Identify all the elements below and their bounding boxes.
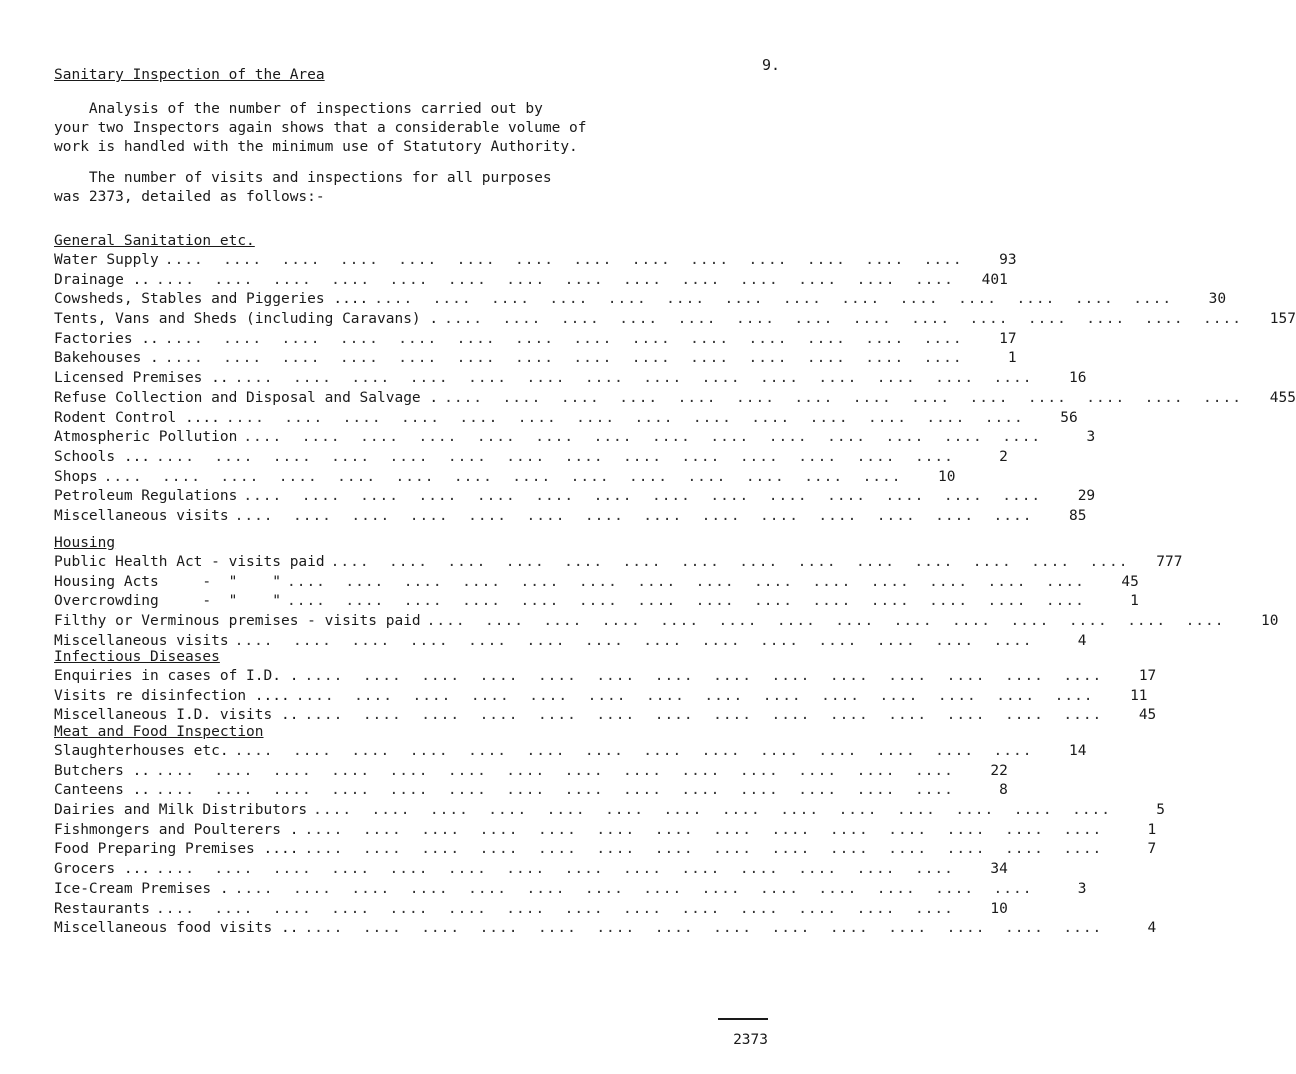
row-value: 2 [999, 448, 1008, 465]
row-value: 4 [1077, 632, 1087, 649]
row-label: Enquiries in cases of I.D. . [54, 668, 299, 684]
row-value: 5 [1156, 802, 1166, 819]
dot-leaders: .... .... .... .... .... .... .... .... .... .... .... .... .... .... [234, 370, 1033, 387]
dot-leaders: .... .... .... .... .... .... .... .... .... .... .... .... .... .... [156, 900, 954, 917]
row-label: Slaughterhouses etc. [54, 743, 229, 759]
table-row [54, 840, 1157, 860]
row-label: Tents, Vans and Sheds (including Caravans) . [54, 311, 439, 328]
row-value: 4 [1147, 920, 1157, 937]
table-row [54, 762, 1008, 782]
rows-list [54, 251, 1296, 527]
dot-leaders: .... .... .... .... .... .... .... .... .... .... .... .... .... .... [164, 252, 963, 268]
table-row [54, 667, 1157, 687]
row-value: 10 [990, 900, 1008, 917]
row-value: 29 [1077, 488, 1096, 505]
dot-leaders: .... .... .... .... .... .... .... .... .... .... .... .... .... .... [164, 330, 963, 347]
table-row [54, 592, 1139, 612]
dot-leaders: .... .... .... .... .... .... .... .... .... .... .... .... .... .... [156, 762, 954, 779]
table-row [54, 428, 1096, 448]
table-row [54, 251, 1017, 271]
section-housing [54, 534, 1279, 651]
row-value: 30 [1208, 291, 1227, 308]
row-label: Overcrowding - " " [54, 593, 281, 610]
table-row [54, 880, 1087, 900]
row-label: Licensed Premises .. [54, 370, 229, 387]
section-heading: Housing [54, 535, 116, 551]
row-label: Miscellaneous visits [54, 507, 229, 524]
dot-leaders: .... .... .... .... .... .... .... .... .... .... .... .... .... .... [444, 389, 1242, 406]
row-value: 3 [1077, 880, 1087, 897]
table-row [54, 271, 1008, 291]
row-value: 455 [1269, 389, 1296, 406]
table-row [54, 612, 1279, 632]
row-label: Fishmongers and Poulterers . [54, 821, 299, 838]
dot-leaders: .... .... .... .... .... .... .... .... .... .... .... .... .... .... [234, 743, 1033, 759]
row-value: 17 [999, 330, 1017, 347]
row-value: 3 [1086, 429, 1096, 446]
dot-leaders: .... .... .... .... .... .... .... .... .... .... .... .... .... .... [444, 311, 1242, 328]
row-label: Miscellaneous visits [54, 632, 229, 649]
dot-leaders: .... .... .... .... .... .... .... .... .... .... .... .... .... .... [304, 821, 1103, 838]
dot-leaders: .... .... .... .... .... .... .... .... .... .... .... .... .... .... [156, 271, 954, 288]
table-row [54, 553, 1183, 573]
grand-total: 2373 [733, 1032, 768, 1048]
dot-leaders: .... .... .... .... .... .... .... .... .... .... .... .... .... .... [304, 920, 1103, 937]
row-value: 45 [1121, 573, 1139, 590]
row-value: 777 [1156, 554, 1183, 570]
page-title: Sanitary Inspection of the Area [54, 67, 325, 83]
table-row [54, 409, 1078, 429]
dot-leaders: .... .... .... .... .... .... .... .... .... .... .... .... .... .... [243, 488, 1042, 505]
row-label: Grocers ... [54, 861, 151, 878]
row-label: Schools ... [54, 448, 151, 465]
row-value: 1 [1007, 350, 1017, 367]
row-label: Dairies and Milk Distributors [54, 802, 308, 819]
row-value: 8 [999, 782, 1008, 799]
row-label: Bakehouses . [54, 350, 159, 367]
row-label: Butchers .. [54, 762, 151, 779]
dot-leaders: .... .... .... .... .... .... .... .... .... .... .... .... .... .... [313, 802, 1112, 819]
dot-leaders: .... .... .... .... .... .... .... .... .... .... .... .... .... .... [156, 448, 954, 465]
table-row [54, 687, 1148, 707]
rows-list [54, 667, 1157, 726]
row-label: Rodent Control .... [54, 409, 220, 426]
table-row [54, 573, 1139, 593]
row-label: Drainage .. [54, 271, 151, 288]
dot-leaders: .... .... .... .... .... .... .... .... .... .... .... .... .... .... [156, 782, 954, 799]
dot-leaders: .... .... .... .... .... .... .... .... .... .... .... .... .... .... [286, 573, 1085, 590]
row-label: Ice-Cream Premises . [54, 880, 229, 897]
table-row [54, 389, 1296, 409]
table-row [54, 487, 1096, 507]
table-row [54, 349, 1017, 369]
dot-leaders: .... .... .... .... .... .... .... .... .... .... .... .... .... .... [234, 632, 1033, 649]
row-value: 157 [1269, 311, 1296, 328]
dot-leaders: .... .... .... .... .... .... .... .... .... .... .... .... .... .... [225, 409, 1024, 426]
row-value: 17 [1138, 668, 1157, 684]
table-row [54, 742, 1087, 762]
rows-list [54, 742, 1166, 939]
row-label: Miscellaneous food visits .. [54, 920, 299, 937]
table-row [54, 821, 1157, 841]
table-row [54, 468, 956, 488]
row-value: 10 [938, 468, 956, 485]
row-label: Restaurants [54, 900, 151, 917]
row-value: 1 [1130, 593, 1139, 610]
dot-leaders: .... .... .... .... .... .... .... .... .... .... .... .... .... .... [330, 554, 1129, 570]
row-value: 45 [1138, 707, 1157, 724]
row-label: Cowsheds, Stables and Piggeries .... [54, 291, 369, 308]
table-row [54, 369, 1087, 389]
section-heading: Meat and Food Inspection [54, 724, 264, 740]
dot-leaders: .... .... .... .... .... .... .... .... .... .... .... .... .... .... [164, 350, 963, 367]
row-value: 56 [1060, 409, 1078, 426]
dot-leaders: .... .... .... .... .... .... .... .... .... .... .... .... .... .... [103, 468, 902, 485]
dot-leaders: .... .... .... .... .... .... .... .... .... .... .... .... .... .... [286, 593, 1085, 610]
dot-leaders: .... .... .... .... .... .... .... .... .... .... .... .... .... .... [426, 613, 1225, 630]
row-label: Petroleum Regulations [54, 488, 238, 505]
row-value: 11 [1130, 687, 1148, 704]
section-infectious-diseases [54, 648, 1157, 726]
total-rule [718, 1018, 768, 1020]
table-row [54, 801, 1166, 821]
dot-leaders: .... .... .... .... .... .... .... .... .... .... .... .... .... .... [304, 707, 1103, 724]
row-label: Refuse Collection and Disposal and Salvage . [54, 389, 439, 406]
row-label: Shops [54, 468, 98, 485]
dot-leaders: .... .... .... .... .... .... .... .... .... .... .... .... .... .... [156, 861, 954, 878]
dot-leaders: .... .... .... .... .... .... .... .... .... .... .... .... .... .... [234, 880, 1033, 897]
section-meat-food-inspection [54, 723, 1166, 939]
dot-leaders: .... .... .... .... .... .... .... .... .... .... .... .... .... .... [374, 291, 1173, 308]
section-general-sanitation [54, 232, 1296, 527]
row-value: 1 [1147, 821, 1157, 838]
row-label: Factories .. [54, 330, 159, 347]
row-label: Water Supply [54, 252, 159, 268]
table-row [54, 310, 1296, 330]
dot-leaders: .... .... .... .... .... .... .... .... .... .... .... .... .... .... [234, 507, 1033, 524]
row-value: 401 [981, 271, 1008, 288]
table-row [54, 448, 1008, 468]
section-heading: General Sanitation etc. [54, 233, 255, 249]
dot-leaders: .... .... .... .... .... .... .... .... .... .... .... .... .... .... [304, 668, 1103, 684]
row-value: 34 [990, 861, 1008, 878]
rows-list [54, 553, 1279, 651]
row-value: 7 [1147, 841, 1157, 858]
dot-leaders: .... .... .... .... .... .... .... .... .... .... .... .... .... .... [304, 841, 1103, 858]
dot-leaders: .... .... .... .... .... .... .... .... .... .... .... .... .... .... [243, 429, 1042, 446]
table-row [54, 290, 1227, 310]
row-value: 93 [999, 252, 1017, 268]
table-row [54, 919, 1157, 939]
table-row [54, 330, 1017, 350]
row-label: Food Preparing Premises .... [54, 841, 299, 858]
row-label: Housing Acts - " " [54, 573, 281, 590]
row-label: Visits re disinfection .... [54, 687, 290, 704]
row-label: Public Health Act - visits paid [54, 554, 325, 570]
row-label: Miscellaneous I.D. visits .. [54, 707, 299, 724]
table-row [54, 900, 1008, 920]
row-label: Filthy or Verminous premises - visits paid [54, 613, 421, 630]
intro-paragraph: Analysis of the number of inspections carried out by your two Inspectors again shows that a considerable volume of work is handled with the minimum use of Statutory Authority. [54, 101, 587, 155]
dot-leaders: .... .... .... .... .... .... .... .... .... .... .... .... .... .... [295, 687, 1094, 704]
row-label: Atmospheric Pollution [54, 429, 238, 446]
row-value: 14 [1068, 743, 1087, 759]
table-row [54, 507, 1087, 527]
row-label: Canteens .. [54, 782, 151, 799]
row-value: 85 [1068, 507, 1087, 524]
row-value: 10 [1261, 613, 1279, 630]
table-row [54, 781, 1008, 801]
visits-paragraph: The number of visits and inspections for all purposes was 2373, detailed as follows:- [54, 170, 552, 205]
section-heading: Infectious Diseases [54, 649, 220, 665]
table-row [54, 860, 1008, 880]
row-value: 22 [990, 762, 1008, 779]
page-number: 9. [762, 56, 781, 74]
row-value: 16 [1068, 370, 1087, 387]
